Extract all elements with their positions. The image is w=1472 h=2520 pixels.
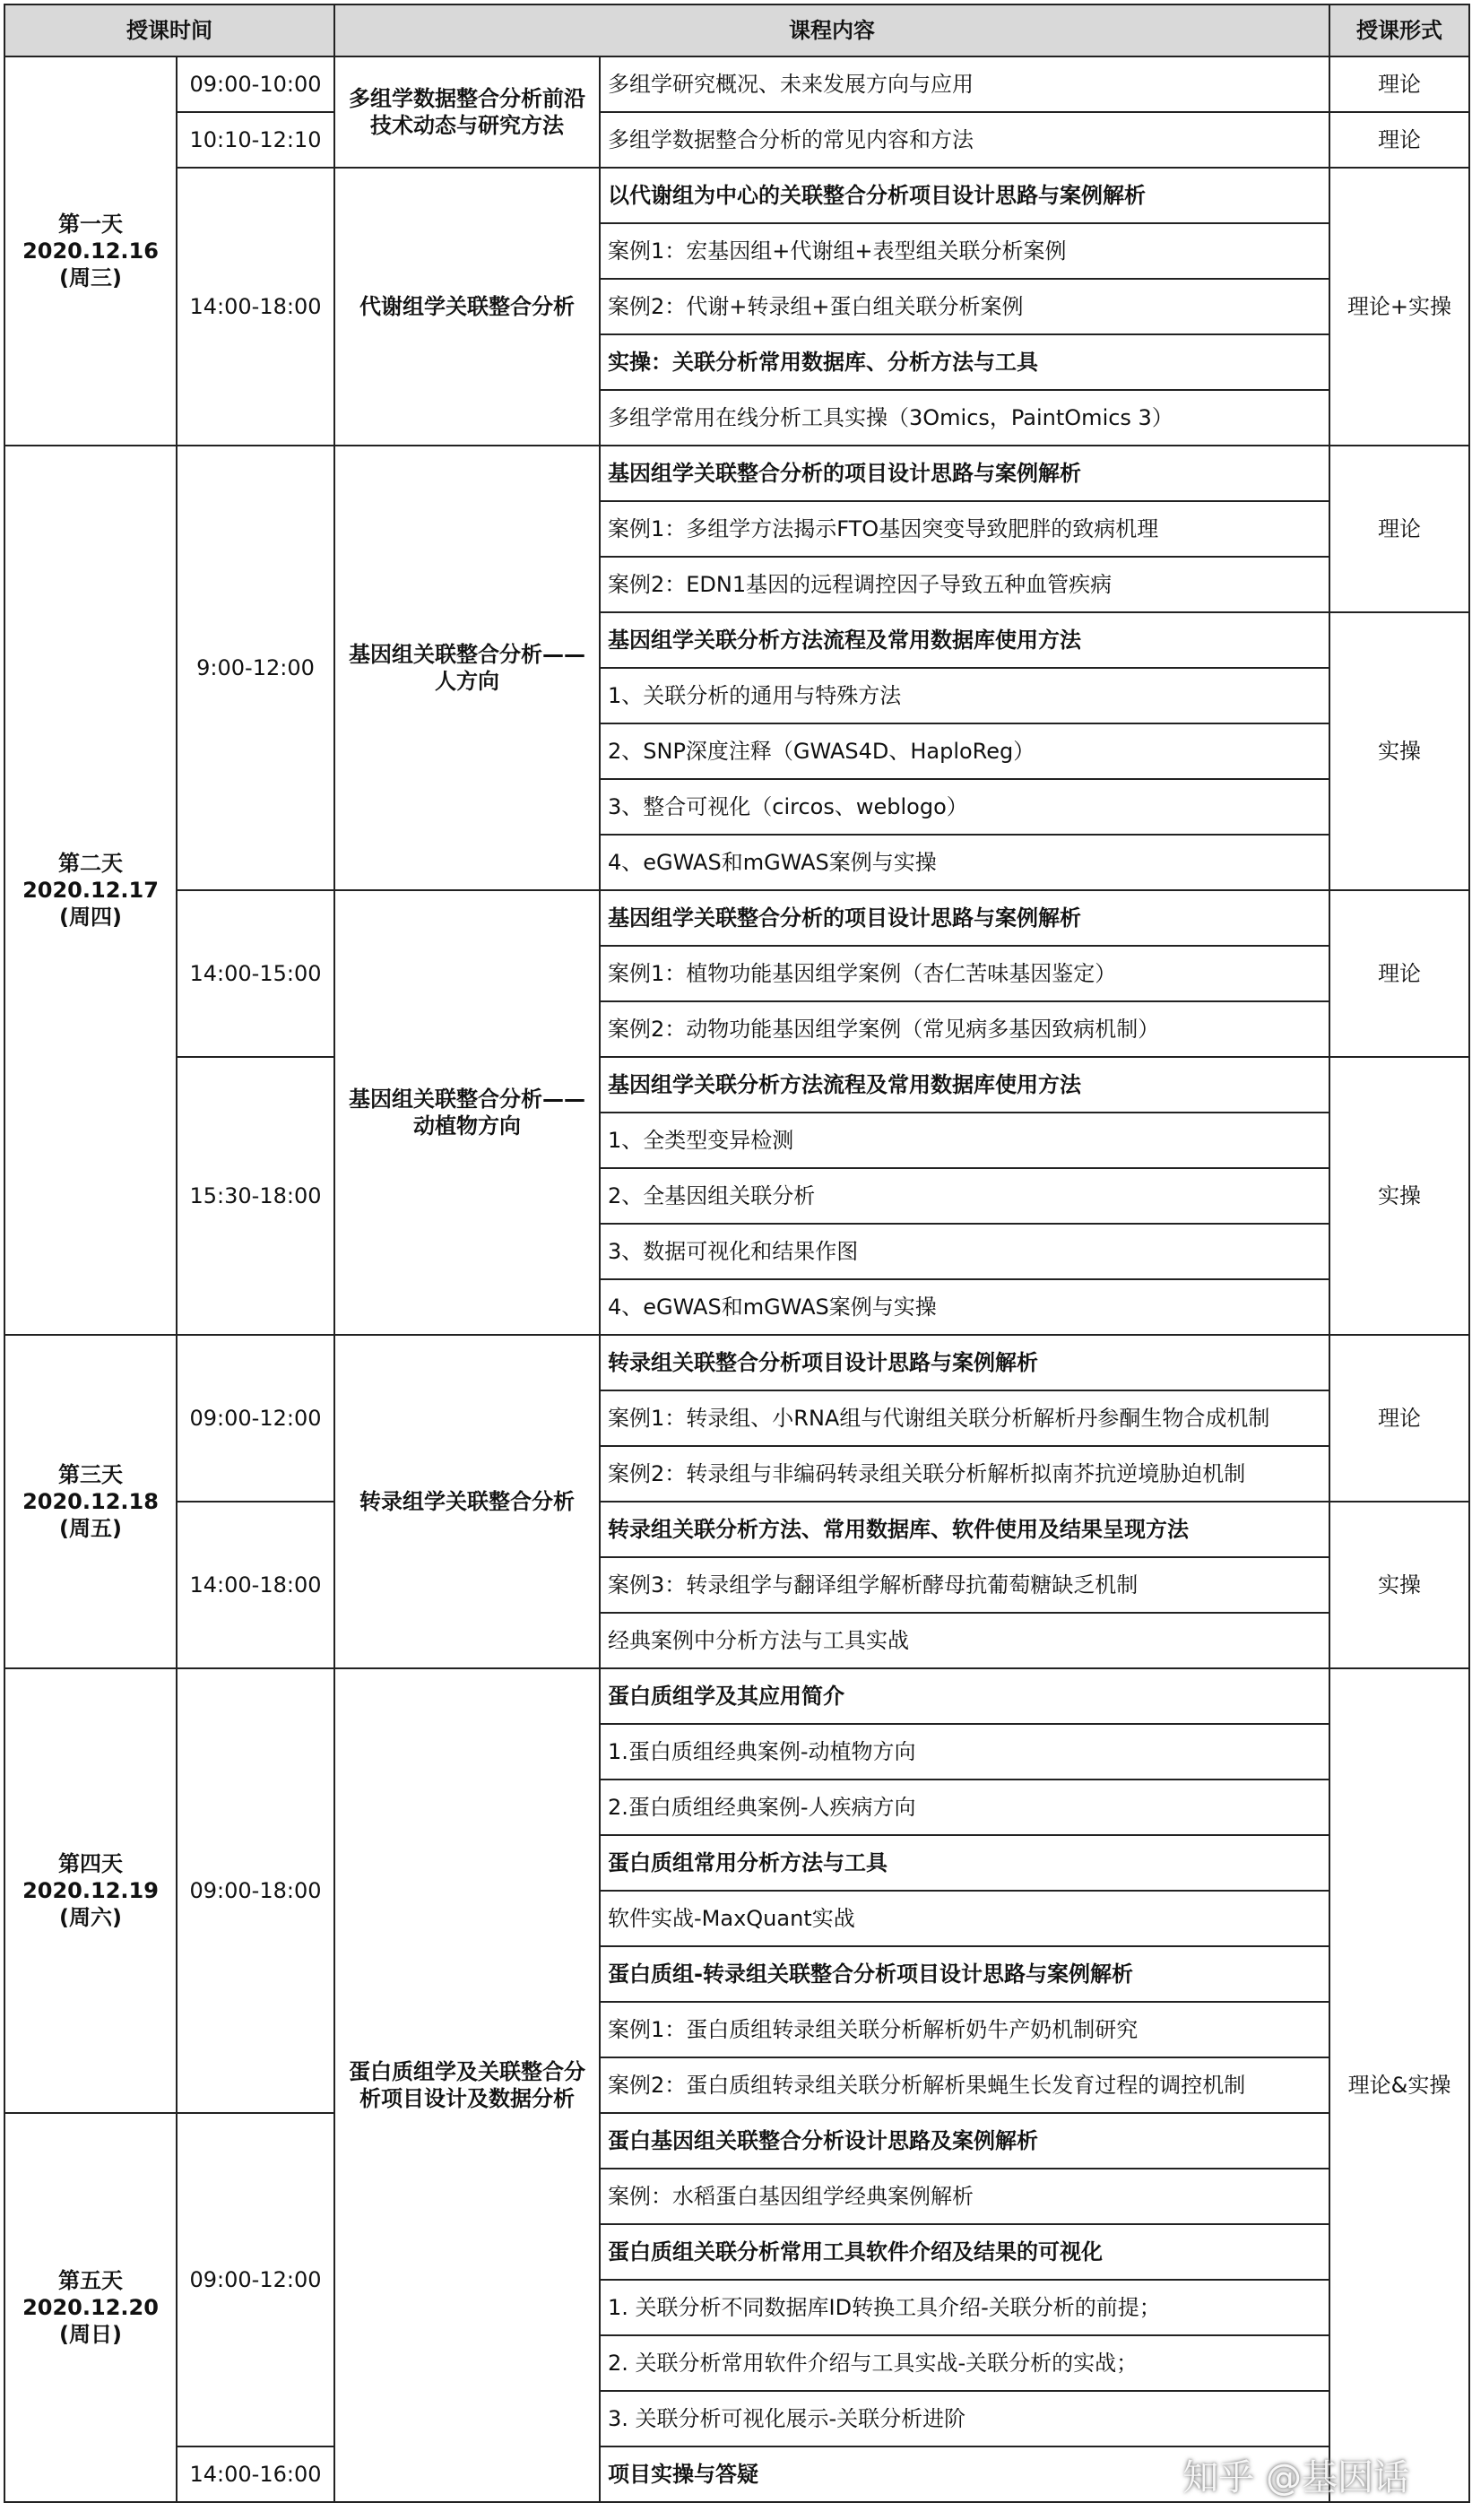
content-cell: 案例1：蛋白质组转录组关联分析解析奶牛产奶机制研究 [600,2002,1329,2057]
topic-cell: 转录组学关联整合分析 [334,1335,600,1668]
content-cell-heading: 蛋白质组学及其应用简介 [600,1668,1329,1724]
content-cell: 2、全基因组关联分析 [600,1168,1329,1224]
content-cell: 1、全类型变异检测 [600,1113,1329,1168]
content-cell-heading: 转录组关联整合分析项目设计思路与案例解析 [600,1335,1329,1390]
form-cell: 理论+实操 [1329,168,1469,446]
day-5-label: 第五天 2020.12.20 (周日) [4,2113,177,2502]
topic-cell: 基因组关联整合分析—— 动植物方向 [334,890,600,1335]
time-slot: 14:00-18:00 [177,1502,334,1668]
table-row [4,112,1469,168]
day-2-label: 第二天 2020.12.17 (周四) [4,446,177,1335]
content-cell: 2、SNP深度注释（GWAS4D、HaploReg） [600,723,1329,779]
time-slot: 09:00-18:00 [177,1668,334,2113]
content-cell: 1.蛋白质组经典案例-动植物方向 [600,1724,1329,1780]
content-cell-heading: 蛋白质组-转录组关联整合分析项目设计思路与案例解析 [600,1946,1329,2002]
form-cell: 实操 [1329,1502,1469,1668]
course-schedule-table [4,4,1470,2503]
header-row [4,4,1469,56]
table-row [4,1668,1469,1724]
content-cell-heading: 蛋白基因组关联整合分析设计思路及案例解析 [600,2113,1329,2169]
content-cell: 经典案例中分析方法与工具实战 [600,1613,1329,1668]
content-cell: 案例3：转录组学与翻译组学解析酵母抗葡萄糖缺乏机制 [600,1557,1329,1613]
content-cell: 案例2：转录组与非编码转录组关联分析解析拟南芥抗逆境胁迫机制 [600,1446,1329,1502]
content-cell-heading: 基因组学关联整合分析的项目设计思路与案例解析 [600,890,1329,946]
content-cell-heading: 转录组关联分析方法、常用数据库、软件使用及结果呈现方法 [600,1502,1329,1557]
topic-cell: 蛋白质组学及关联整合分 析项目设计及数据分析 [334,1668,600,2502]
content-cell: 4、eGWAS和mGWAS案例与实操 [600,835,1329,890]
topic-cell: 多组学数据整合分析前沿 技术动态与研究方法 [334,56,600,168]
day-3-label: 第三天 2020.12.18 (周五) [4,1335,177,1668]
table-row [4,168,1469,223]
content-cell-heading: 基因组学关联分析方法流程及常用数据库使用方法 [600,612,1329,668]
time-slot: 15:30-18:00 [177,1057,334,1335]
content-cell: 案例1：转录组、小RNA组与代谢组关联分析解析丹参酮生物合成机制 [600,1390,1329,1446]
day-1-label: 第一天 2020.12.16 (周三) [4,56,177,446]
content-cell-heading: 蛋白质组常用分析方法与工具 [600,1835,1329,1891]
form-cell: 理论 [1329,890,1469,1057]
table-row [4,2113,1469,2169]
content-cell: 3. 关联分析可视化展示-关联分析进阶 [600,2391,1329,2446]
form-cell: 理论&实操 [1329,1668,1469,2502]
form-cell: 实操 [1329,1057,1469,1335]
table-row [4,890,1469,946]
table-row [4,1335,1469,1390]
content-cell: 案例：水稻蛋白基因组学经典案例解析 [600,2169,1329,2224]
content-cell-heading: 基因组学关联分析方法流程及常用数据库使用方法 [600,1057,1329,1113]
time-slot: 09:00-10:00 [177,56,334,112]
day-4-label: 第四天 2020.12.19 (周六) [4,1668,177,2113]
content-cell-heading: 以代谢组为中心的关联整合分析项目设计思路与案例解析 [600,168,1329,223]
content-cell: 案例2：动物功能基因组学案例（常见病多基因致病机制） [600,1001,1329,1057]
topic-cell: 代谢组学关联整合分析 [334,168,600,446]
watermark: 知乎 @基因话 [1182,2457,1409,2498]
time-slot: 9:00-12:00 [177,446,334,890]
topic-cell: 基因组关联整合分析—— 人方向 [334,446,600,890]
content-cell-heading: 项目实操与答疑 [600,2446,1329,2502]
form-cell: 理论 [1329,1335,1469,1502]
content-cell-heading: 基因组学关联整合分析的项目设计思路与案例解析 [600,446,1329,501]
content-cell-heading: 实操：关联分析常用数据库、分析方法与工具 [600,334,1329,390]
header-form: 授课形式 [1329,4,1469,56]
content-cell: 案例2：蛋白质组转录组关联分析解析果蝇生长发育过程的调控机制 [600,2057,1329,2113]
form-cell: 实操 [1329,612,1469,890]
content-cell: 多组学数据整合分析的常见内容和方法 [600,112,1329,168]
header-time: 授课时间 [4,4,334,56]
form-cell: 理论 [1329,446,1469,612]
form-cell: 理论 [1329,112,1469,168]
table-row [4,1502,1469,1557]
time-slot: 10:10-12:10 [177,112,334,168]
time-slot: 09:00-12:00 [177,1335,334,1502]
time-slot: 14:00-15:00 [177,890,334,1057]
content-cell: 软件实战-MaxQuant实战 [600,1891,1329,1946]
content-cell: 3、整合可视化（circos、weblogo） [600,779,1329,835]
content-cell: 1、关联分析的通用与特殊方法 [600,668,1329,723]
content-cell: 多组学研究概况、未来发展方向与应用 [600,56,1329,112]
table-row [4,446,1469,501]
content-cell: 3、数据可视化和结果作图 [600,1224,1329,1279]
table-row [4,1057,1469,1113]
table-row [4,56,1469,112]
content-cell: 1. 关联分析不同数据库ID转换工具介绍-关联分析的前提； [600,2280,1329,2335]
content-cell: 案例2：代谢+转录组+蛋白组关联分析案例 [600,279,1329,334]
time-slot: 14:00-18:00 [177,168,334,446]
content-cell: 案例2：EDN1基因的远程调控因子导致五种血管疾病 [600,557,1329,612]
content-cell: 2. 关联分析常用软件介绍与工具实战-关联分析的实战； [600,2335,1329,2391]
content-cell-heading: 蛋白质组关联分析常用工具软件介绍及结果的可视化 [600,2224,1329,2280]
content-cell: 2.蛋白质组经典案例-人疾病方向 [600,1780,1329,1835]
time-slot: 09:00-12:00 [177,2113,334,2446]
content-cell: 多组学常用在线分析工具实操（3Omics，PaintOmics 3） [600,390,1329,446]
content-cell: 案例1：植物功能基因组学案例（杏仁苦味基因鉴定） [600,946,1329,1001]
time-slot: 14:00-16:00 [177,2446,334,2502]
form-cell: 理论 [1329,56,1469,112]
content-cell: 4、eGWAS和mGWAS案例与实操 [600,1279,1329,1335]
content-cell: 案例1：宏基因组+代谢组+表型组关联分析案例 [600,223,1329,279]
header-content: 课程内容 [334,4,1329,56]
content-cell: 案例1：多组学方法揭示FTO基因突变导致肥胖的致病机理 [600,501,1329,557]
